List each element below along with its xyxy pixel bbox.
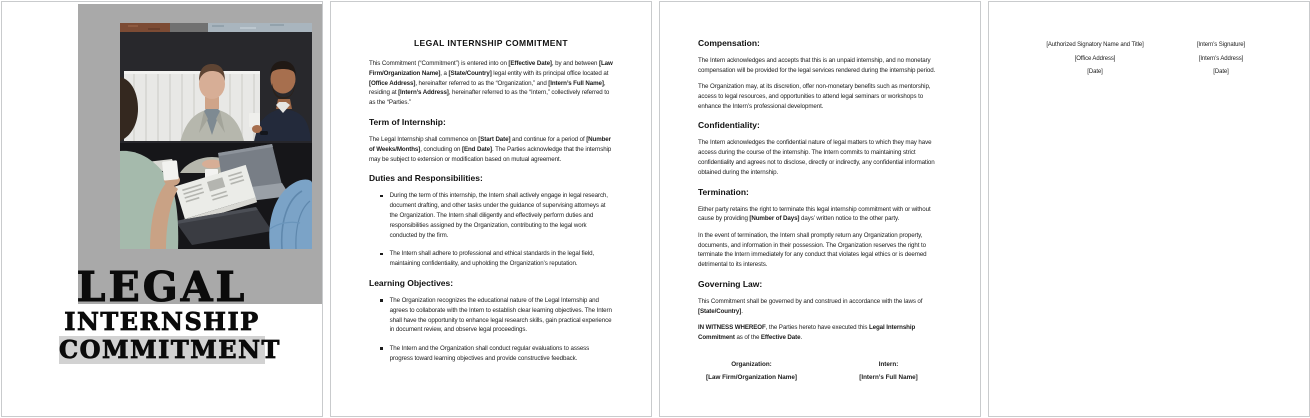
- bullet-marker-icon: [380, 299, 383, 302]
- signatory-details-block: [1027, 38, 1271, 80]
- page-1-cover[interactable]: [1, 1, 323, 417]
- intern-signature-placeholder: [Intern’s Signature]: [1196, 42, 1246, 48]
- duties-heading: Duties and Responsibilities:: [369, 173, 483, 184]
- cover-title-line2: INTERNSHIP: [64, 307, 260, 336]
- signatory-name-placeholder: [Authorized Signatory Name and Title]: [1046, 42, 1144, 48]
- cover-title-line1: LEGAL: [76, 263, 248, 311]
- termination-heading: Termination:: [698, 186, 749, 197]
- intro-paragraph: This Commitment (“Commitment”) is entered into on [Effective Date], by and between [Law Firm/Organization Name], a [State/Country] legal entity with its principal office located at [Office Address], hereinafter referred to as the “Organization,” and [Intern’s Full Name], residing at [Intern’s Address], hereinafter referred to as the “Intern,” collectively referred to as the “Parties.”: [369, 60, 613, 107]
- termination-paragraph-2: In the event of termination, the Intern shall promptly return any Organization property, documents, and information in their possession. The Organization reserves the right to terminate the Intern immediately for any conduct that violates legal ethics or is deemed detrimental to its interests.: [698, 231, 927, 269]
- duties-bullet-2: The Intern shall adhere to professional and ethical standards in the legal field, maintaining confidentiality, and upholding the Organization’s reputation.: [369, 249, 613, 269]
- witness-paragraph: IN WITNESS WHEREOF, the Parties hereto have executed this Legal Internship Commitment as of the Effective Date.: [698, 324, 916, 341]
- compensation-paragraph-1: The Intern acknowledges and accepts that this is an unpaid internship, and no monetary compensation will be provided for the legal services rendered during the internship period.: [698, 57, 936, 74]
- organization-signature-column: [698, 358, 805, 384]
- intern-name-placeholder: [Intern’s Full Name]: [859, 373, 918, 381]
- compensation-heading: Compensation:: [698, 38, 760, 48]
- page-4[interactable]: [988, 1, 1310, 417]
- signature-block: [698, 358, 942, 384]
- authorized-signatory-column: [1027, 39, 1145, 80]
- confidentiality-paragraph: The Intern acknowledges the confidential nature of legal matters to which they may have access during the course of the internship. The Intern commits to maintaining strict confidentiality and agrees not to disclose, directly or indirectly, any confidential information obtained during the internship.: [698, 139, 935, 176]
- term-of-internship-paragraph: The Legal Internship shall commence on [Start Date] and continue for a period of [Number of Weeks/Months], concluding on [End Date]. The Parties acknowledge that the internship may be subject to extension or modification based on mutual agreement.: [369, 135, 612, 163]
- bullet-marker-icon: [380, 347, 383, 350]
- intern-signature-column: [805, 358, 942, 384]
- page-2[interactable]: [330, 1, 652, 417]
- term-of-internship-heading: Term of Internship:: [369, 116, 446, 127]
- bullet-marker-icon: [380, 195, 383, 198]
- termination-paragraph-1: Either party retains the right to terminate this legal internship commitment with or without cause by providing [Number of Days] days’ written notice to the other party.: [698, 205, 931, 223]
- document-title: LEGAL INTERNSHIP COMMITMENT: [413, 38, 569, 48]
- learning-bullet-1: The Organization recognizes the educational nature of the Legal Internship and agrees to collaborate with the Intern to establish clear learning objectives. The Intern shall have the opportunity to enhance legal research skills, gain practical experience in document review, and observe legal proceedings.: [369, 296, 613, 335]
- bullet-marker-icon: [380, 253, 383, 256]
- learning-bullet-2: The Intern and the Organization shall conduct regular evaluations to assess progress toward learning objectives and provide constructive feedback.: [369, 344, 613, 364]
- page-3[interactable]: [659, 1, 981, 417]
- cover-title-line3-highlight: [59, 335, 281, 364]
- organization-label: Organization:: [731, 360, 772, 368]
- learning-objectives-heading: Learning Objectives:: [369, 277, 454, 288]
- intern-label: Intern:: [878, 360, 899, 368]
- governing-law-heading: Governing Law:: [698, 278, 763, 289]
- compensation-paragraph-2: The Organization may, at its discretion, offer non-monetary benefits such as mentorship, access to legal resources, and opportunities to attend legal seminars or workshops to enhance the Intern’s professional development.: [698, 83, 931, 110]
- meeting-photo-illustration: [120, 23, 312, 249]
- duties-bullet-1: During the term of this internship, the Intern shall actively engage in legal research, document drafting, and other tasks under the guidance of supervising attorneys at the Organization. The Intern shall diligently and effectively perform duties and responsibilities assigned by the Organization, contributing to the legal work conducted by the firm.: [369, 191, 613, 240]
- confidentiality-heading: Confidentiality:: [698, 120, 760, 131]
- cover-photo: [120, 23, 312, 249]
- cover-title-line3: COMMITMENT: [59, 335, 281, 364]
- office-address-placeholder: [Office Address]: [1074, 55, 1116, 62]
- intern-address-placeholder: [Intern’s Address]: [1198, 55, 1244, 62]
- signatory-date-placeholder: [Date]: [1087, 69, 1103, 75]
- organization-name-placeholder: [Law Firm/Organization Name]: [706, 373, 797, 381]
- intern-date-placeholder: [Date]: [1213, 69, 1229, 75]
- governing-law-paragraph: This Commitment shall be governed by and construed in accordance with the laws of [State/Country].: [698, 297, 923, 315]
- intern-details-column: [1145, 39, 1271, 80]
